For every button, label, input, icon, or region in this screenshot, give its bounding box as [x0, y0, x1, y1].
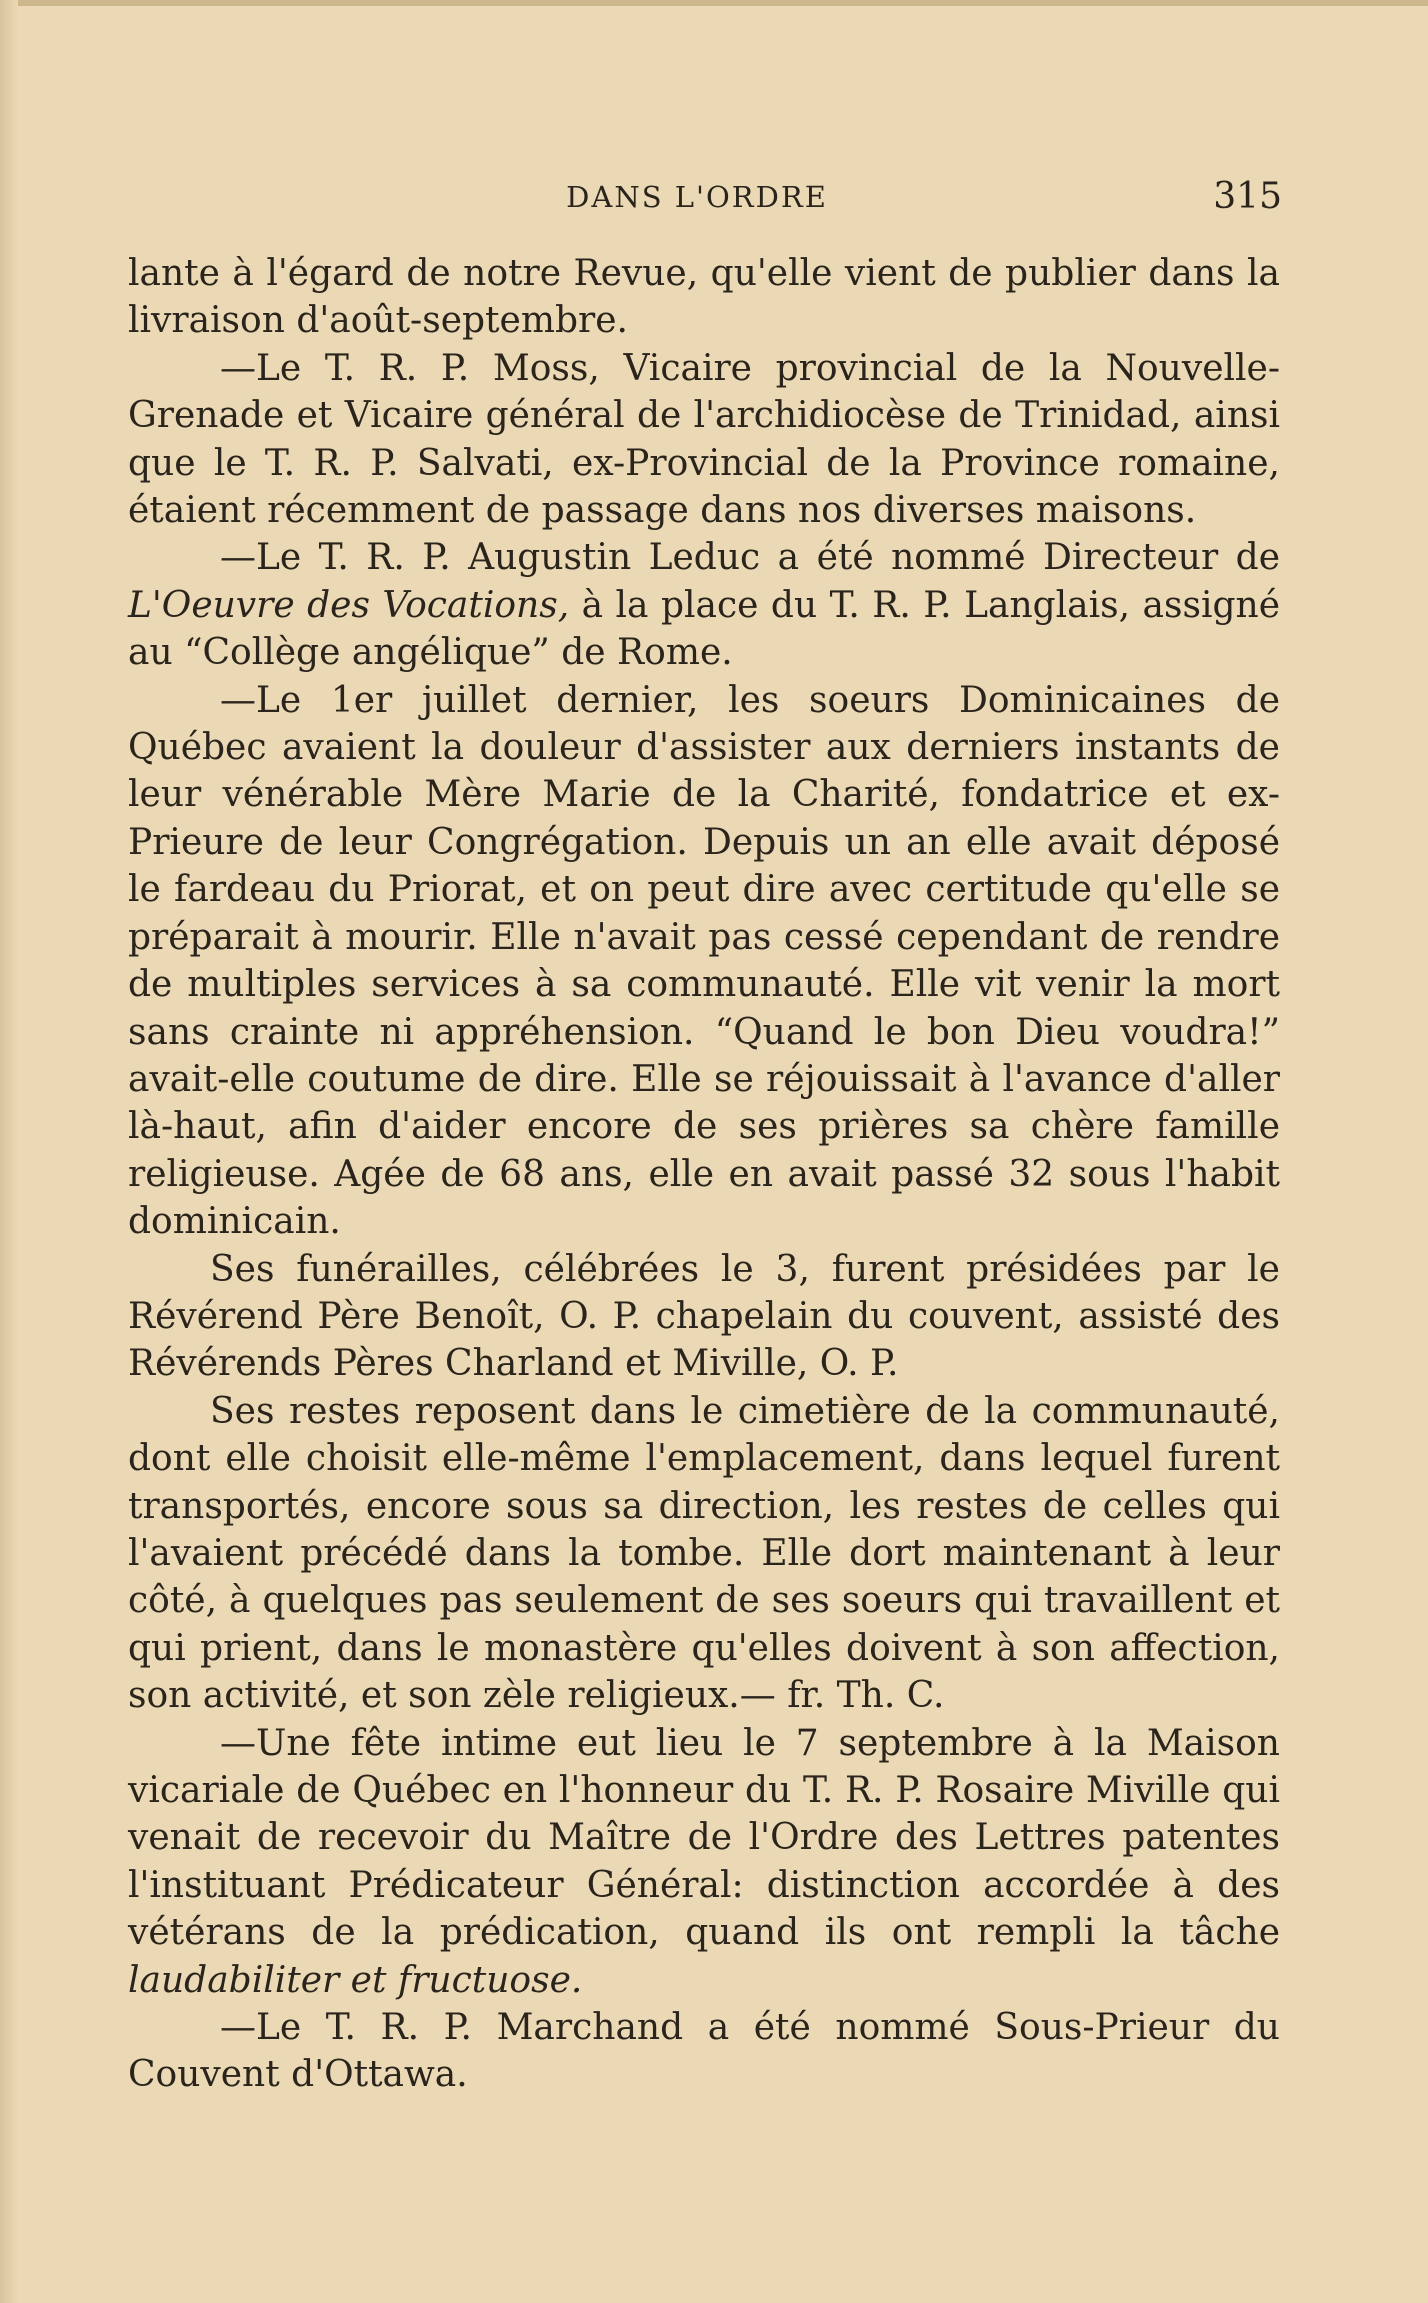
paragraph-2: —Le T. R. P. Moss, Vicaire provincial de la Nouvelle-Grenade et Vicaire général de l'archidiocèse de Trinidad, ainsi que le T. R. P. Salvati, ex-Provincial de la Province romaine, étaient récemment de passage dans nos diverses maisons.: [128, 347, 1280, 532]
running-head: [112, 172, 1282, 222]
paragraph-3-text-after: à la place du T. R. P. Langlais, assigné au “Collège angélique” de Rome.: [128, 584, 1280, 674]
page-number: 315: [1213, 176, 1282, 217]
paragraph-3-text-before: —Le T. R. P. Augustin Leduc a été nommé Directeur de: [220, 537, 1280, 579]
paragraph-1: lante à l'égard de notre Revue, qu'elle vient de publier dans la livraison d'août-septembre.: [128, 253, 1280, 342]
paragraph-3: [128, 534, 1280, 676]
paragraph-7-text-before: —Une fête intime eut lieu le 7 septembre à la Maison vicariale de Québec en l'honneur du T. R. P. Rosaire Miville qui venait de recevoir du Maître de l'Ordre des Lettres patentes l'instituant Prédicateur Général: distinction accordée à des vétérans de la prédication, quand ils ont rempli la tâche: [128, 1722, 1280, 1954]
paragraph-8: —Le T. R. P. Marchand a été nommé Sous-Prieur du Couvent d'Ottawa.: [128, 2007, 1280, 2096]
page-left-edge: [0, 0, 18, 2303]
paragraph-7: [128, 1720, 1280, 2004]
paragraph-5: Ses funérailles, célébrées le 3, furent présidées par le Révérend Père Benoît, O. P. chapelain du couvent, assisté des Révérends Pères Charland et Miville, O. P.: [128, 1248, 1280, 1385]
paragraph-3-italic-title: L'Oeuvre des Vocations,: [128, 584, 570, 626]
paragraph-4: —Le 1er juillet dernier, les soeurs Dominicaines de Québec avaient la douleur d'assister aux derniers instants de leur vénérable Mère Marie de la Charité, fondatrice et ex-Prieure de leur Congrégation. Depuis un an elle avait déposé le fardeau du Priorat, et on peut dire avec certitude qu'elle se préparait à mourir. Elle n'avait pas cessé cependant de rendre de multiples services à sa communauté. Elle vit venir la mort sans crainte ni appréhension. “Quand le bon Dieu voudra!” avait-elle coutume de dire. Elle se réjouissait à l'avance d'aller là-haut, afin d'aider encore de ses prières sa chère famille religieuse. Agée de 68 ans, elle en avait passé 32 sous l'habit dominicain.: [128, 679, 1280, 1243]
paragraph-7-italic-phrase: laudabiliter et fructuose.: [128, 1959, 583, 2001]
paragraph-6: Ses restes reposent dans le cimetière de la communauté, dont elle choisit elle-même l'emplacement, dans lequel furent transportés, encore sous sa direction, les restes de celles qui l'avaient précédé dans la tombe. Elle dort maintenant à leur côté, à quelques pas seulement de ses soeurs qui travaillent et qui prient, dans le monastère qu'elles doivent à son affection, son activité, et son zèle religieux.— fr. Th. C.: [128, 1390, 1280, 1717]
body-text: [128, 250, 1280, 2099]
page-top-edge: [0, 0, 1428, 6]
running-title: DANS L'ORDRE: [566, 180, 828, 214]
